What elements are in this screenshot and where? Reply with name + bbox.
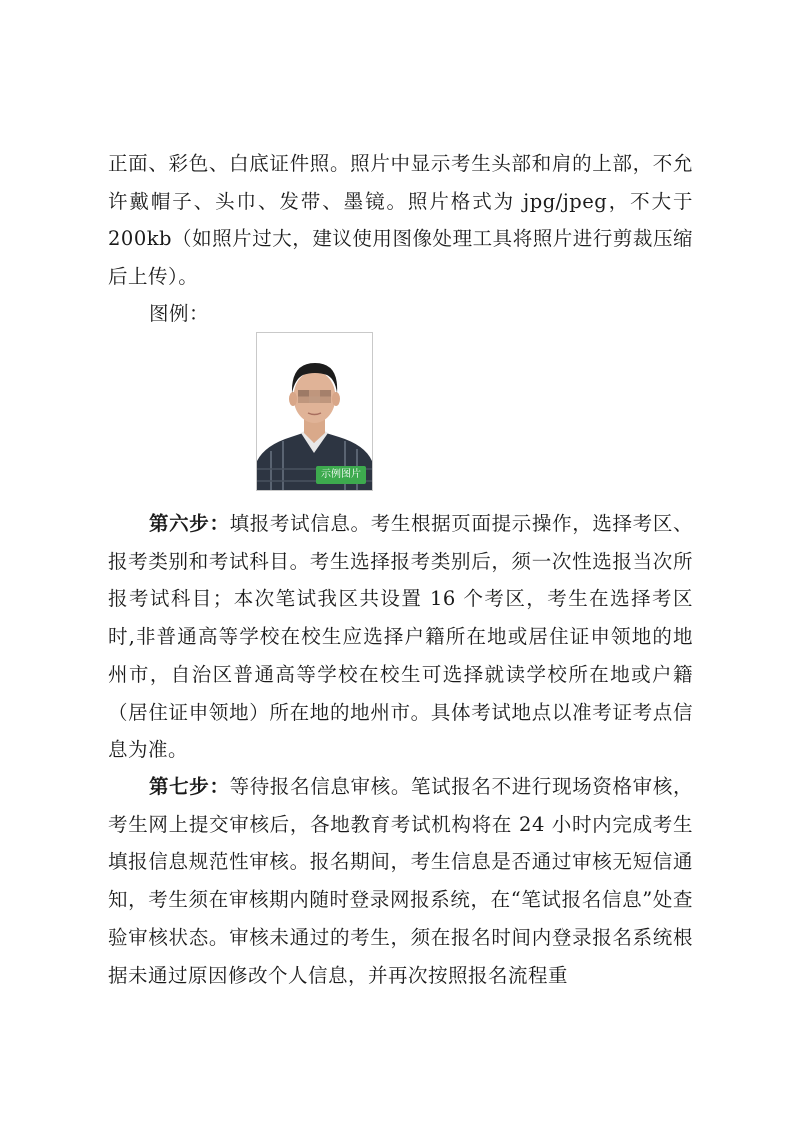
step-seven-label: 第七步：: [149, 775, 230, 798]
sample-id-photo: [256, 332, 373, 491]
step-six-body: 填报考试信息。考生根据页面提示操作，选择考区、报考类别和考试科目。考生选择报考类别后，须一次性选报当次所报考试科目；本次笔试我区共设置 16 个考区，考生在选择考区时,非普通高等学校在校生应选择户籍所在地或居住证申领地的地州市，自治区普通高等学校在校生可选择就读学校所在地或户籍（居住证申领地）所在地的地州市。具体考试地点以准考证考点信息为准。: [108, 512, 693, 762]
example-label: 图例：: [149, 302, 210, 325]
sample-photo-badge: 示例图片: [316, 466, 366, 484]
step-seven-paragraph: [108, 768, 693, 994]
photo-requirements-paragraph: 正面、彩色、白底证件照。照片中显示考生头部和肩的上部，不允许戴帽子、头巾、发带、墨镜。照片格式为 jpg/jpeg，不大于 200kb（如照片过大，建议使用图像处理工具将照片进行剪裁压缩后上传）。: [108, 152, 693, 289]
step-six-label: 第六步：: [149, 512, 230, 535]
step-seven-body: 等待报名信息审核。笔试报名不进行现场资格审核，考生网上提交审核后，各地教育考试机构将在 24 小时内完成考生填报信息规范性审核。报名期间，考生信息是否通过审核无短信通知，考生须在审核期内随时登录网报系统，在“笔试报名信息”处查验审核状态。审核未通过的考生，须在报名时间内登录报名系统根据未通过原因修改个人信息，并再次按照报名流程重: [108, 775, 693, 987]
step-six-paragraph: [108, 505, 693, 769]
